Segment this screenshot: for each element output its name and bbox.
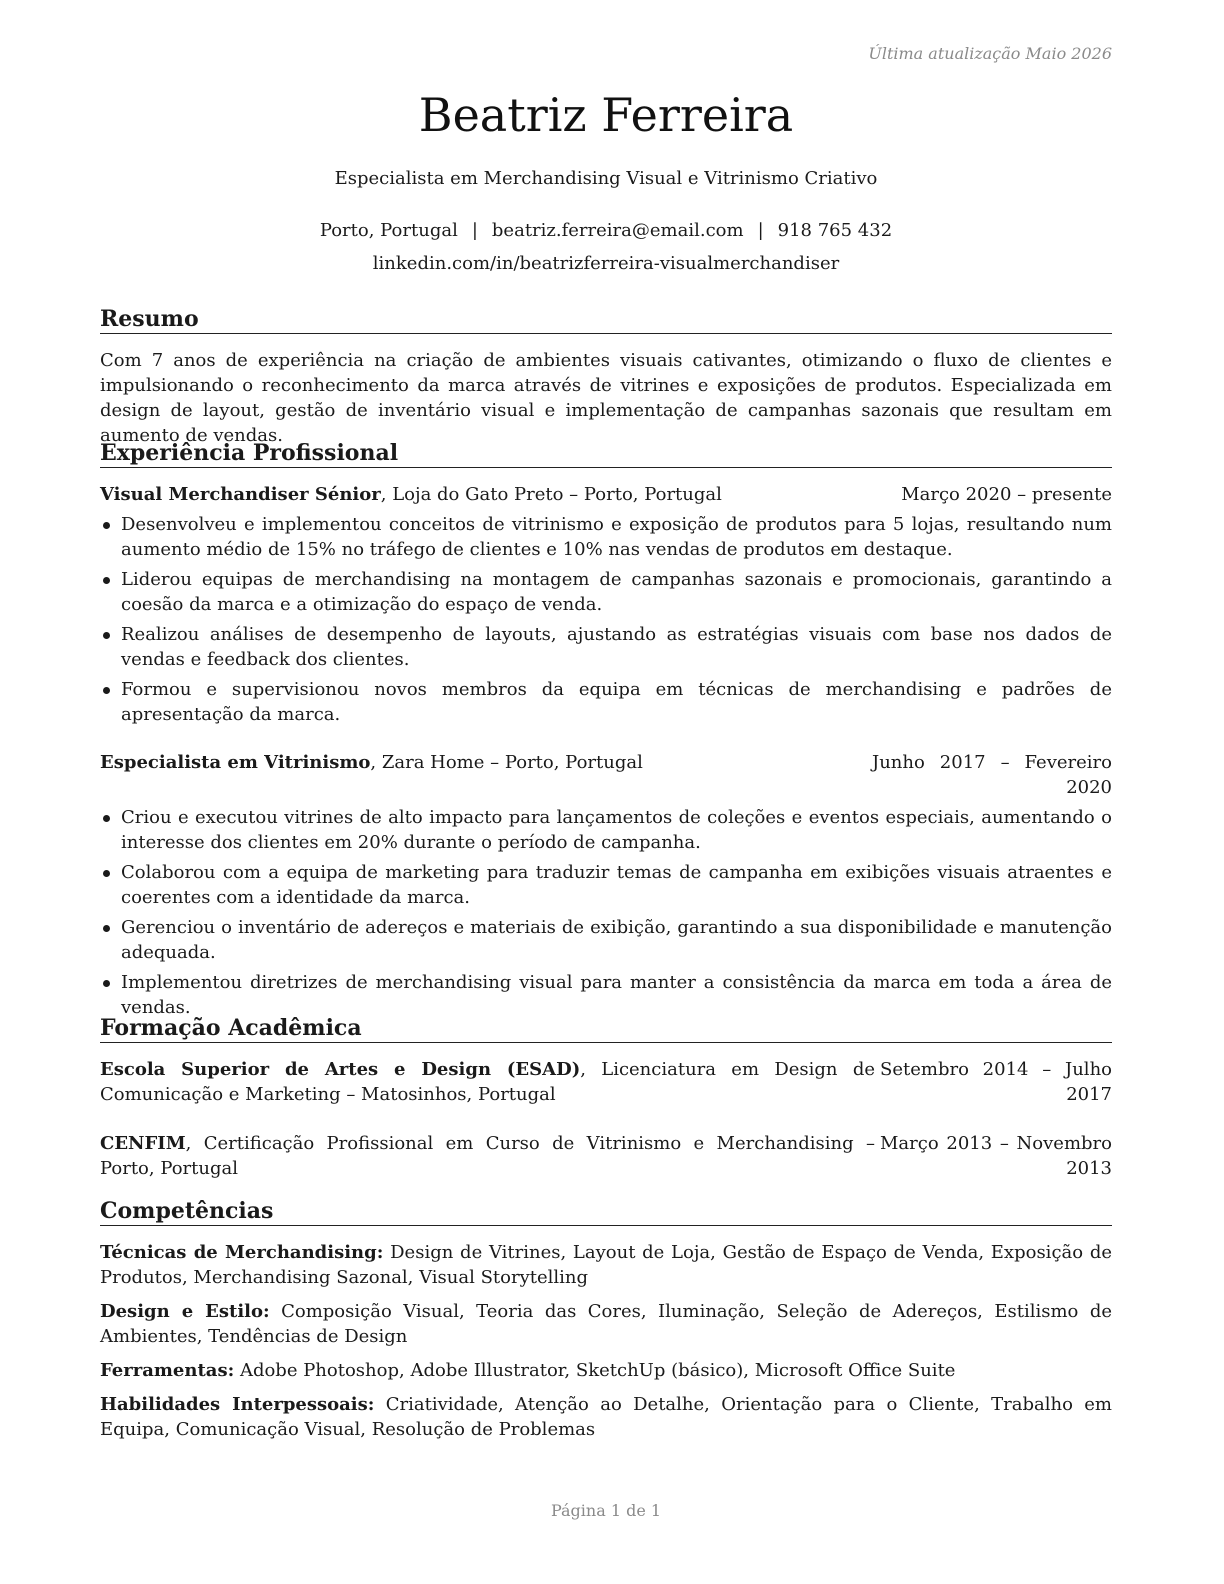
skill-item [100,1358,1112,1383]
skill-value: Design de Vitrines, Layout de Loja, Gestão de Espaço de Venda, Exposição de Produtos, Merchandising Sazonal, Visual Storytelling [100,1242,1112,1288]
education-item [100,1131,1112,1181]
skill-label: Ferramentas: [100,1360,235,1381]
skill-item [100,1392,1112,1442]
job-role: Visual Merchandiser Sénior [100,484,381,505]
education-description [100,1131,875,1181]
skill-label: Habilidades Interpessoais: [100,1394,375,1415]
education-dates-line1: Setembro 2014 – Julho [880,1059,1112,1080]
job-dates-line1: Junho 2017 – Fevereiro [872,752,1112,773]
list-item: Formou e supervisionou novos membros da equipa em técnicas de merchandising e padrões de apresentação da marca. [100,677,1112,727]
school-name: CENFIM [100,1133,186,1154]
section-title-skills: Competências [100,1198,1112,1226]
section-title-education: Formação Acadêmica [100,1015,1112,1043]
education-dates-line2: 2013 [1066,1158,1112,1179]
section-title-experience: Experiência Profissional [100,440,1112,468]
resume-page [100,0,1112,1584]
skill-label: Design e Estilo: [100,1301,270,1322]
education-dates-line1: Março 2013 – Novembro [880,1133,1112,1154]
candidate-name: Beatriz Ferreira [418,88,794,142]
education-details: , Licenciatura em Design de Comunicação e Marketing – Matosinhos, Portugal [100,1059,876,1105]
education-item [100,1057,1112,1107]
education-dates [880,1131,1112,1181]
section-title-summary: Resumo [100,306,1112,334]
skill-value: Criatividade, Atenção ao Detalhe, Orientação para o Cliente, Trabalho em Equipa, Comunicação Visual, Resolução de Problemas [100,1394,1112,1440]
education-details: , Certificação Profissional em Curso de Vitrinismo e Merchandising – Porto, Portugal [100,1133,875,1179]
summary-text: Com 7 anos de experiência na criação de ambientes visuais cativantes, otimizando o fluxo de clientes e impulsionando o reconhecimento da marca através de vitrines e exposições de produtos. Especializada em design de layout, gestão de inventário visual e implementação de campanhas sazonais que resultam em aumento de vendas. [100,350,1112,446]
linkedin-link[interactable]: linkedin.com/in/beatrizferreira-visualmerchandiser [372,253,840,274]
job-company: , Zara Home – Porto, Portugal [370,752,643,773]
job-role: Especialista em Vitrinismo [100,752,371,773]
email-link[interactable]: beatriz.ferreira@email.com [491,220,744,241]
list-item: Criou e executou vitrines de alto impacto para lançamentos de coleções e eventos especiais, aumentando o interesse dos clientes em 20% durante o período de campanha. [100,805,1112,855]
skill-item [100,1240,1112,1290]
job-bullets [100,805,1112,1025]
job-company: , Loja do Gato Preto – Porto, Portugal [380,484,722,505]
skill-value: Composição Visual, Teoria das Cores, Iluminação, Seleção de Adereços, Estilismo de Ambientes, Tendências de Design [100,1301,1113,1347]
education-dates-line2: 2017 [1066,1084,1112,1105]
skill-label: Técnicas de Merchandising: [100,1242,384,1263]
school-name: Escola Superior de Artes e Design (ESAD) [100,1059,581,1080]
contact-line [100,220,1112,241]
separator: | [471,220,478,241]
separator: | [757,220,764,241]
skill-value: Adobe Photoshop, Adobe Illustrator, SketchUp (básico), Microsoft Office Suite [234,1360,956,1381]
job-dates-line2: 2020 [1066,777,1112,798]
location: Porto, Portugal [319,220,458,241]
job-header [100,750,1112,798]
list-item: Liderou equipas de merchandising na montagem de campanhas sazonais e promocionais, garantindo a coesão da marca e a otimização do espaço de venda. [100,567,1112,617]
list-item: Gerenciou o inventário de adereços e materiais de exibição, garantindo a sua disponibilidade e manutenção adequada. [100,915,1112,965]
list-item: Colaborou com a equipa de marketing para traduzir temas de campanha em exibições visuais atraentes e coerentes com a identidade da marca. [100,860,1112,910]
job-dates [872,750,1112,800]
last-updated: Última atualização Maio 2026 [868,44,1112,63]
skill-item [100,1299,1112,1349]
phone: 918 765 432 [777,220,893,241]
job-header [100,482,1112,507]
list-item: Desenvolveu e implementou conceitos de vitrinismo e exposição de produtos para 5 lojas, resultando num aumento médio de 15% no tráfego de clientes e 10% nas vendas de produtos em destaque. [100,512,1112,562]
list-item: Implementou diretrizes de merchandising visual para manter a consistência da marca em toda a área de vendas. [100,970,1112,1020]
tagline: Especialista em Merchandising Visual e Vitrinismo Criativo [334,168,878,189]
page-number: Página 1 de 1 [550,1501,662,1520]
education-description [100,1057,875,1107]
job-dates: Março 2020 – presente [901,484,1112,505]
job-bullets [100,512,1112,732]
education-dates [880,1057,1112,1107]
list-item: Realizou análises de desempenho de layouts, ajustando as estratégias visuais com base nos dados de vendas e feedback dos clientes. [100,622,1112,672]
